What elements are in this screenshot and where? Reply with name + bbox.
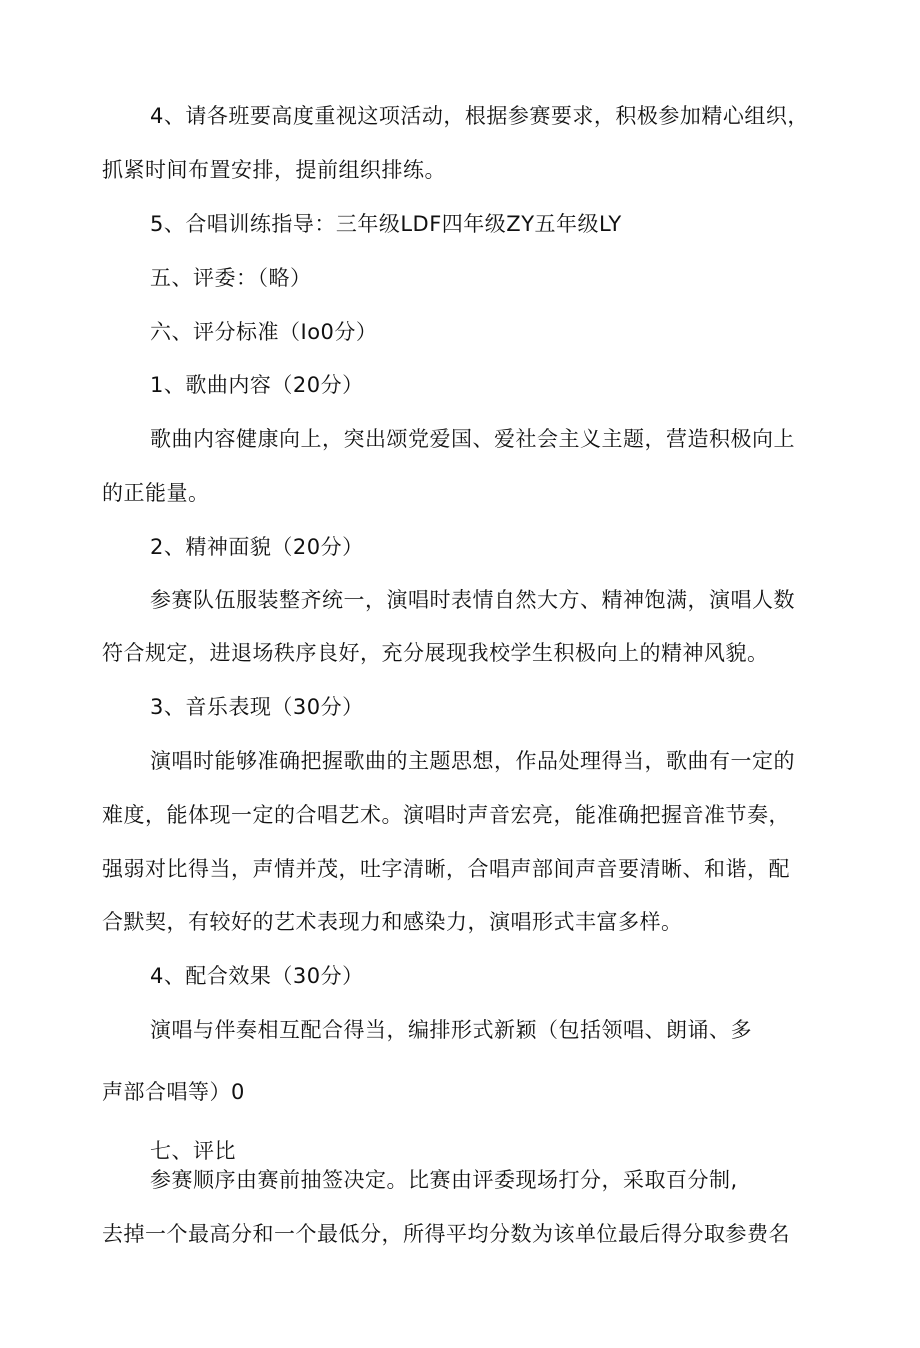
paragraph-line: 演唱与伴奏相互配合得当，编排形式新颖（包括领唱、朗诵、多 <box>150 1018 752 1042</box>
subsection-heading: 4、配合效果（30分） <box>150 964 364 988</box>
paragraph-line: 参赛顺序由赛前抽签决定。比赛由评委现场打分，采取百分制, <box>150 1168 738 1192</box>
paragraph-line: 演唱时能够准确把握歌曲的主题思想，作品处理得当，歌曲有一定的 <box>150 749 795 773</box>
paragraph-line: 强弱对比得当，声情并茂，吐字清晰，合唱声部间声音要清晰、和谐，配 <box>102 857 790 881</box>
paragraph-line: 合默契，有较好的艺术表现力和感染力，演唱形式丰富多样。 <box>102 910 683 934</box>
paragraph-line: 4、请各班要高度重视这项活动，根据参赛要求，积极参加精心组织， <box>150 104 809 128</box>
paragraph-line: 难度，能体现一定的合唱艺术。演唱时声音宏亮，能准确把握音准节奏， <box>102 803 790 827</box>
paragraph-line: 5、合唱训练指导：三年级LDF四年级ZY五年级LY <box>150 212 622 236</box>
section-heading: 五、评委：（略） <box>150 266 312 290</box>
paragraph-line: 符合规定，进退场秩序良好，充分展现我校学生积极向上的精神风貌。 <box>102 641 769 665</box>
paragraph-line: 歌曲内容健康向上，突出颂党爱国、爱社会主义主题，营造积极向上 <box>150 427 795 451</box>
paragraph-line: 去掉一个最高分和一个最低分，所得平均分数为该单位最后得分取参费名 <box>102 1222 790 1246</box>
section-heading: 七、评比 <box>150 1139 236 1163</box>
paragraph-line: 的正能量。 <box>102 481 210 505</box>
section-heading: 六、评分标准（Io0分） <box>150 320 378 344</box>
paragraph-line: 参赛队伍服装整齐统一，演唱时表情自然大方、精神饱满，演唱人数 <box>150 588 795 612</box>
subsection-heading: 1、歌曲内容（20分） <box>150 373 364 397</box>
subsection-heading: 3、音乐表现（30分） <box>150 695 364 719</box>
paragraph-line: 声部合唱等）0 <box>102 1080 245 1104</box>
paragraph-line: 抓紧时间布置安排，提前组织排练。 <box>102 158 446 182</box>
subsection-heading: 2、精神面貌（20分） <box>150 535 364 559</box>
